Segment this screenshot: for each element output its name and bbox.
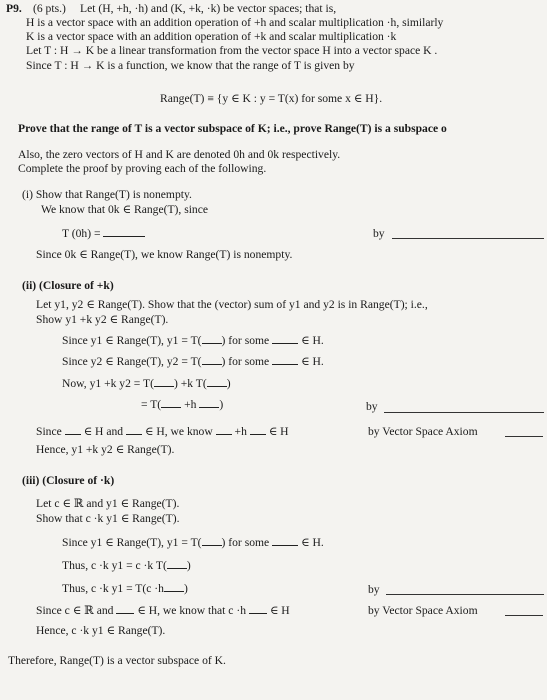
part-iii-axiom-label: by Vector Space Axiom: [368, 604, 478, 617]
part-iii-line-3-a: Since y1 ∈ Range(T), y1 = T(: [62, 536, 202, 549]
part-ii-blank-10[interactable]: [126, 425, 142, 435]
part-ii-blank-6[interactable]: [207, 377, 227, 387]
part-ii-blank-8[interactable]: [199, 398, 219, 408]
part-ii-blank-7[interactable]: [161, 398, 181, 408]
part-ii-line-4-c: ∈ H.: [300, 355, 324, 368]
part-iii-line-6-c: ∈ H: [269, 604, 290, 617]
part-ii-line-3-b: ) for some: [221, 334, 270, 347]
part-ii-axiom-label: by Vector Space Axiom: [368, 425, 478, 438]
problem-label: P9.: [6, 2, 22, 15]
intro-line-1: Let (H, +h, ·h) and (K, +k, ·k) be vector spaces; that is,: [80, 2, 337, 15]
part-ii-line-6: [141, 398, 223, 412]
part-iii-line-4-a: Thus, c ·k y1 = c ·k T(: [62, 559, 167, 572]
part-ii-line-3-a: Since y1 ∈ Range(T), y1 = T(: [62, 334, 202, 347]
part-iii-blank-2[interactable]: [272, 536, 298, 546]
part-ii-blank-2[interactable]: [272, 334, 298, 344]
part-ii-line-3: [62, 334, 324, 348]
part-iii-line-3-c: ∈ H.: [300, 536, 324, 549]
part-ii-line-5-a: Now, y1 +k y2 = T(: [62, 377, 154, 390]
part-ii-justification-blank[interactable]: [384, 412, 544, 413]
part-i-line-3: Since 0k ∈ Range(T), we know Range(T) is nonempty.: [36, 248, 293, 261]
part-ii-line-4-a: Since y2 ∈ Range(T), y2 = T(: [62, 355, 202, 368]
part-ii-line-6-c: ): [219, 398, 224, 411]
part-ii-blank-11[interactable]: [216, 425, 232, 435]
part-iii-line-6: [36, 604, 290, 618]
part-i-line-1: We know that 0k ∈ Range(T), since: [41, 203, 209, 216]
part-ii-blank-5[interactable]: [154, 377, 174, 387]
part-iii-line-4: [62, 559, 191, 573]
part-iii-line-6-a: Since c ∈ ℝ and: [36, 604, 114, 617]
part-ii-title: (ii) (Closure of +k): [22, 279, 114, 292]
part-ii-line-7-a: Since: [36, 425, 62, 438]
part-iii-line-7: Hence, c ·k y1 ∈ Range(T).: [36, 624, 166, 637]
part-iii-line-3: [62, 536, 324, 550]
part-ii-blank-3[interactable]: [202, 355, 222, 365]
part-iii-blank-5[interactable]: [116, 604, 134, 614]
intro-line-3: K is a vector space with an addition operation of +k and scalar multiplication ·k: [26, 30, 397, 43]
problem-points: (6 pts.): [33, 2, 66, 15]
complete-proof-note: Complete the proof by proving each of the following.: [18, 162, 267, 175]
part-iii-blank-3[interactable]: [167, 559, 187, 569]
part-ii-by: by: [366, 400, 378, 413]
part-iii-blank-6[interactable]: [249, 604, 267, 614]
part-i-title: (i) Show that Range(T) is nonempty.: [22, 188, 192, 201]
part-ii-line-5-b: ) +k T(: [173, 377, 207, 390]
part-i-line-2-text: T (0h) =: [62, 227, 101, 240]
part-iii-justification-blank[interactable]: [386, 594, 544, 595]
part-iii-by: by: [368, 583, 380, 596]
part-iii-title: (iii) (Closure of ·k): [22, 474, 115, 487]
part-ii-line-2: Show y1 +k y2 ∈ Range(T).: [36, 313, 169, 326]
part-ii-line-7-c: ∈ H, we know: [144, 425, 213, 438]
part-i-line-2: [62, 227, 145, 241]
part-ii-line-7-b: ∈ H and: [83, 425, 124, 438]
part-iii-line-4-b: ): [186, 559, 191, 572]
part-ii-line-5-c: ): [226, 377, 231, 390]
part-ii-line-7-e: ∈ H: [268, 425, 289, 438]
part-i-justification-blank[interactable]: [392, 238, 544, 239]
part-i-by: by: [373, 227, 385, 240]
part-ii-line-6-a: = T(: [141, 398, 162, 411]
part-iii-line-3-b: ) for some: [221, 536, 270, 549]
part-ii-blank-12[interactable]: [250, 425, 266, 435]
intro-line-5: Since T : H → K is a function, we know that the range of T is given by: [26, 59, 355, 72]
part-iii-axiom-blank[interactable]: [505, 615, 543, 616]
part-ii-line-4: [62, 355, 324, 369]
part-i-answer-blank[interactable]: [103, 227, 145, 237]
part-iii-line-2: Show that c ·k y1 ∈ Range(T).: [36, 512, 180, 525]
part-ii-line-7: [36, 425, 289, 439]
zero-vectors-note: Also, the zero vectors of H and K are denoted 0h and 0k respectively.: [18, 148, 341, 161]
part-iii-line-1: Let c ∈ ℝ and y1 ∈ Range(T).: [36, 497, 180, 510]
part-ii-line-8: Hence, y1 +k y2 ∈ Range(T).: [36, 443, 175, 456]
intro-line-4: Let T : H → K be a linear transformation from the vector space H into a vector space K .: [26, 44, 438, 57]
part-ii-line-5: [62, 377, 231, 391]
part-iii-line-5: [62, 582, 188, 596]
range-definition: Range(T) ≡ {y ∈ K : y = T(x) for some x ∈ H}.: [160, 92, 383, 105]
part-ii-blank-9[interactable]: [65, 425, 81, 435]
part-iii-line-5-b: ): [183, 582, 188, 595]
part-ii-axiom-blank[interactable]: [505, 436, 543, 437]
part-iii-line-5-a: Thus, c ·k y1 = T(c ·h: [62, 582, 164, 595]
intro-line-2: H is a vector space with an addition operation of +h and scalar multiplication ·h, similarly: [26, 16, 444, 29]
part-ii-line-4-b: ) for some: [221, 355, 270, 368]
part-ii-line-7-d: +h: [234, 425, 247, 438]
part-ii-blank-4[interactable]: [272, 355, 298, 365]
prove-statement: Prove that the range of T is a vector subspace of K; i.e., prove Range(T) is a subspace o: [18, 122, 447, 135]
part-ii-line-3-c: ∈ H.: [300, 334, 324, 347]
conclusion: Therefore, Range(T) is a vector subspace of K.: [8, 654, 226, 667]
part-iii-blank-1[interactable]: [202, 536, 222, 546]
part-ii-blank-1[interactable]: [202, 334, 222, 344]
part-ii-line-1: Let y1, y2 ∈ Range(T). Show that the (vector) sum of y1 and y2 is in Range(T); i.e.,: [36, 298, 428, 311]
part-iii-blank-4[interactable]: [164, 582, 184, 592]
part-ii-line-6-b: +h: [184, 398, 197, 411]
part-iii-line-6-b: ∈ H, we know that c ·h: [137, 604, 246, 617]
